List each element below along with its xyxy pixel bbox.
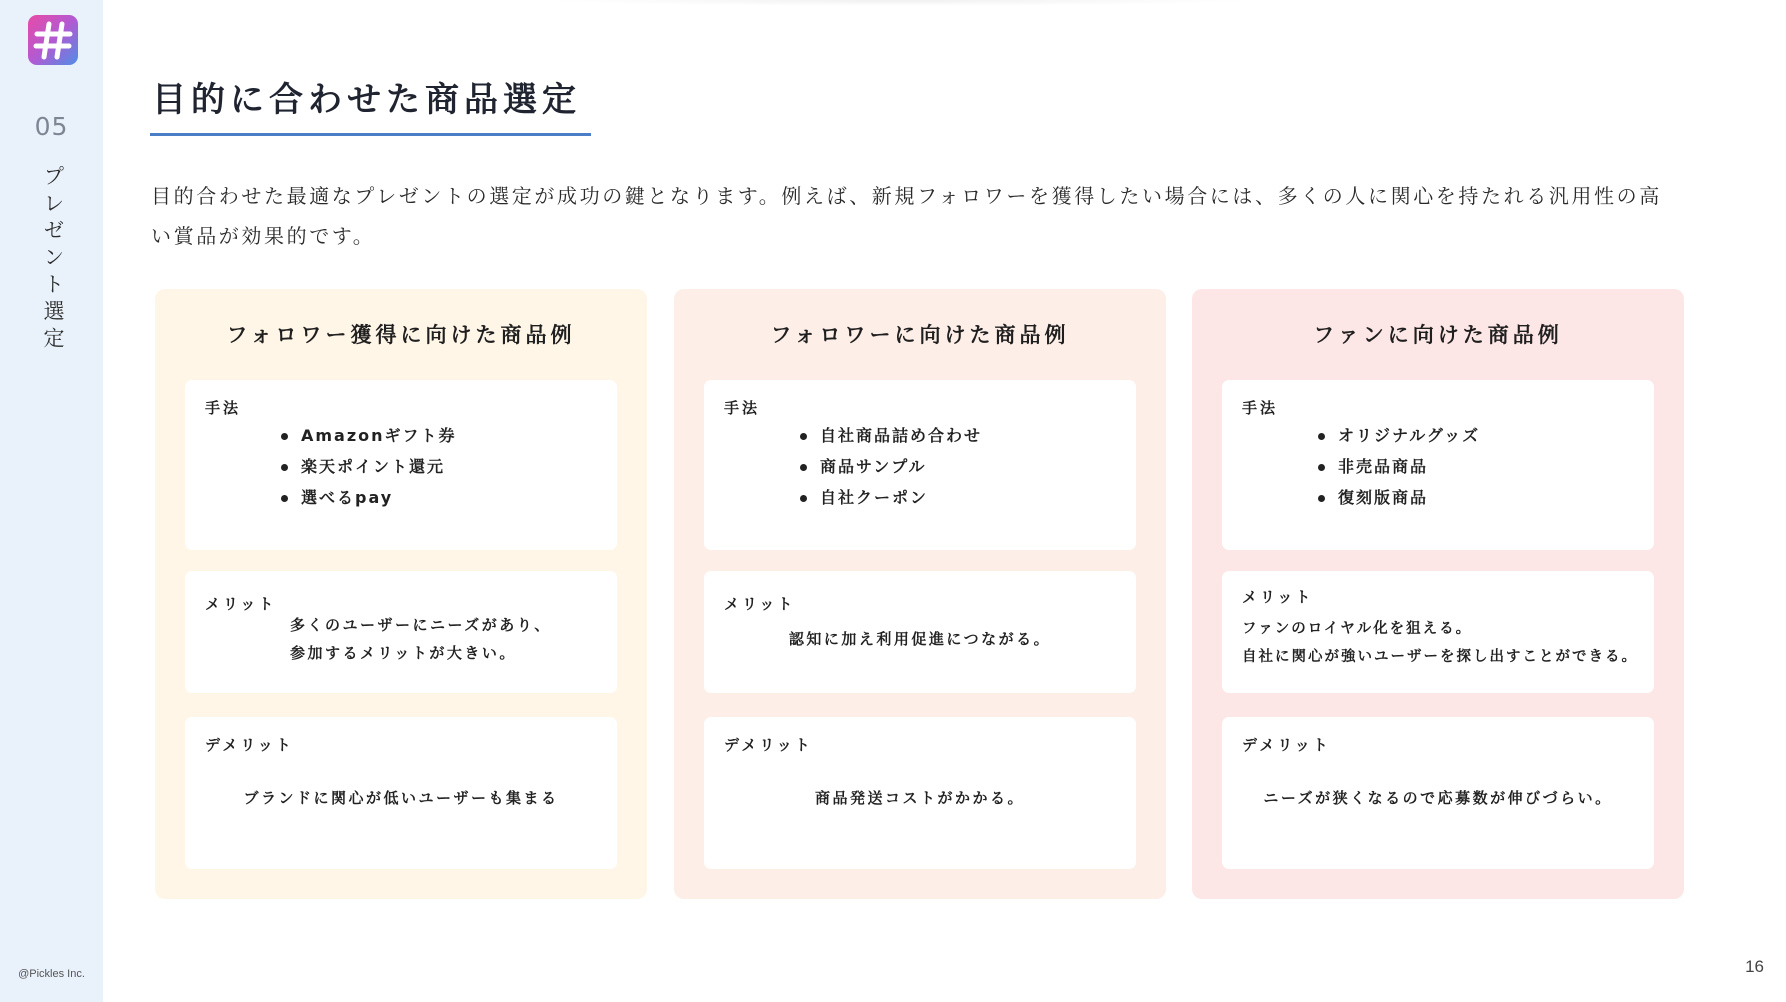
- demerit-label: デメリット: [205, 736, 294, 754]
- method-label: 手法: [205, 399, 242, 417]
- demerit-text: 商品発送コストがかかる。: [814, 789, 1025, 807]
- card-followers: [674, 289, 1166, 899]
- hashtag-logo-icon: [28, 15, 78, 65]
- top-shadow: [540, 0, 1260, 6]
- merit-text: [1242, 615, 1638, 671]
- copyright: @Pickles Inc.: [18, 968, 85, 980]
- list-item: 楽天ポイント還元: [281, 451, 457, 482]
- method-box: [1222, 380, 1654, 550]
- title-underline: [150, 133, 591, 136]
- section-label: プレゼント選定: [41, 165, 65, 354]
- demerit-label: デメリット: [1242, 736, 1331, 754]
- card-title: フォロワーに向けた商品例: [770, 323, 1070, 347]
- merit-label: メリット: [1242, 588, 1314, 606]
- sidebar: [0, 0, 103, 1002]
- demerit-label: デメリット: [724, 736, 813, 754]
- merit-line: ファンのロイヤル化を狙える。: [1242, 621, 1473, 637]
- card-title: フォロワー獲得に向けた商品例: [226, 323, 576, 347]
- merit-box: [704, 571, 1136, 693]
- card-title: ファンに向けた商品例: [1313, 323, 1563, 347]
- list-item: オリジナルグッズ: [1318, 420, 1480, 451]
- list-item: Amazonギフト券: [281, 420, 457, 451]
- method-box: [704, 380, 1136, 550]
- intro-paragraph: 目的合わせた最適なプレゼントの選定が成功の鍵となります。例えば、新規フォロワーを獲得したい場合には、多くの人に関心を持たれる汎用性の高い賞品が効果的です。: [151, 184, 1662, 248]
- demerit-box: [1222, 717, 1654, 869]
- list-item: 非売品商品: [1318, 451, 1480, 482]
- demerit-text: ニーズが狭くなるので応募数が伸びづらい。: [1263, 789, 1613, 807]
- list-item: 自社商品詰め合わせ: [800, 420, 982, 451]
- method-label: 手法: [724, 399, 761, 417]
- demerit-box: [704, 717, 1136, 869]
- merit-line: 自社に関心が強いユーザーを探し出すことができる。: [1242, 649, 1638, 665]
- demerit-text: ブランドに関心が低いユーザーも集まる: [243, 789, 559, 807]
- method-list: [800, 420, 982, 513]
- list-item: 選べるpay: [281, 482, 457, 513]
- list-item: 商品サンプル: [800, 451, 982, 482]
- page-number: 16: [1745, 957, 1764, 976]
- merit-label: メリット: [205, 595, 277, 613]
- merit-label: メリット: [724, 595, 796, 613]
- card-fans: [1192, 289, 1684, 899]
- section-number: 05: [34, 112, 69, 141]
- merit-text: [704, 625, 1136, 653]
- demerit-box: [185, 717, 617, 869]
- merit-text: [290, 611, 552, 667]
- merit-line: 多くのユーザーにニーズがあり、: [290, 616, 552, 634]
- list-item: 復刻版商品: [1318, 482, 1480, 513]
- card-follower-acquisition: [155, 289, 647, 899]
- method-box: [185, 380, 617, 550]
- merit-line: 認知に加え利用促進につながる。: [788, 630, 1052, 648]
- merit-box: [185, 571, 617, 693]
- merit-line: 参加するメリットが大きい。: [290, 644, 517, 662]
- list-item: 自社クーポン: [800, 482, 982, 513]
- merit-box: [1222, 571, 1654, 693]
- page-title: 目的に合わせた商品選定: [152, 80, 581, 120]
- method-list: [281, 420, 457, 513]
- method-label: 手法: [1242, 399, 1279, 417]
- method-list: [1318, 420, 1480, 513]
